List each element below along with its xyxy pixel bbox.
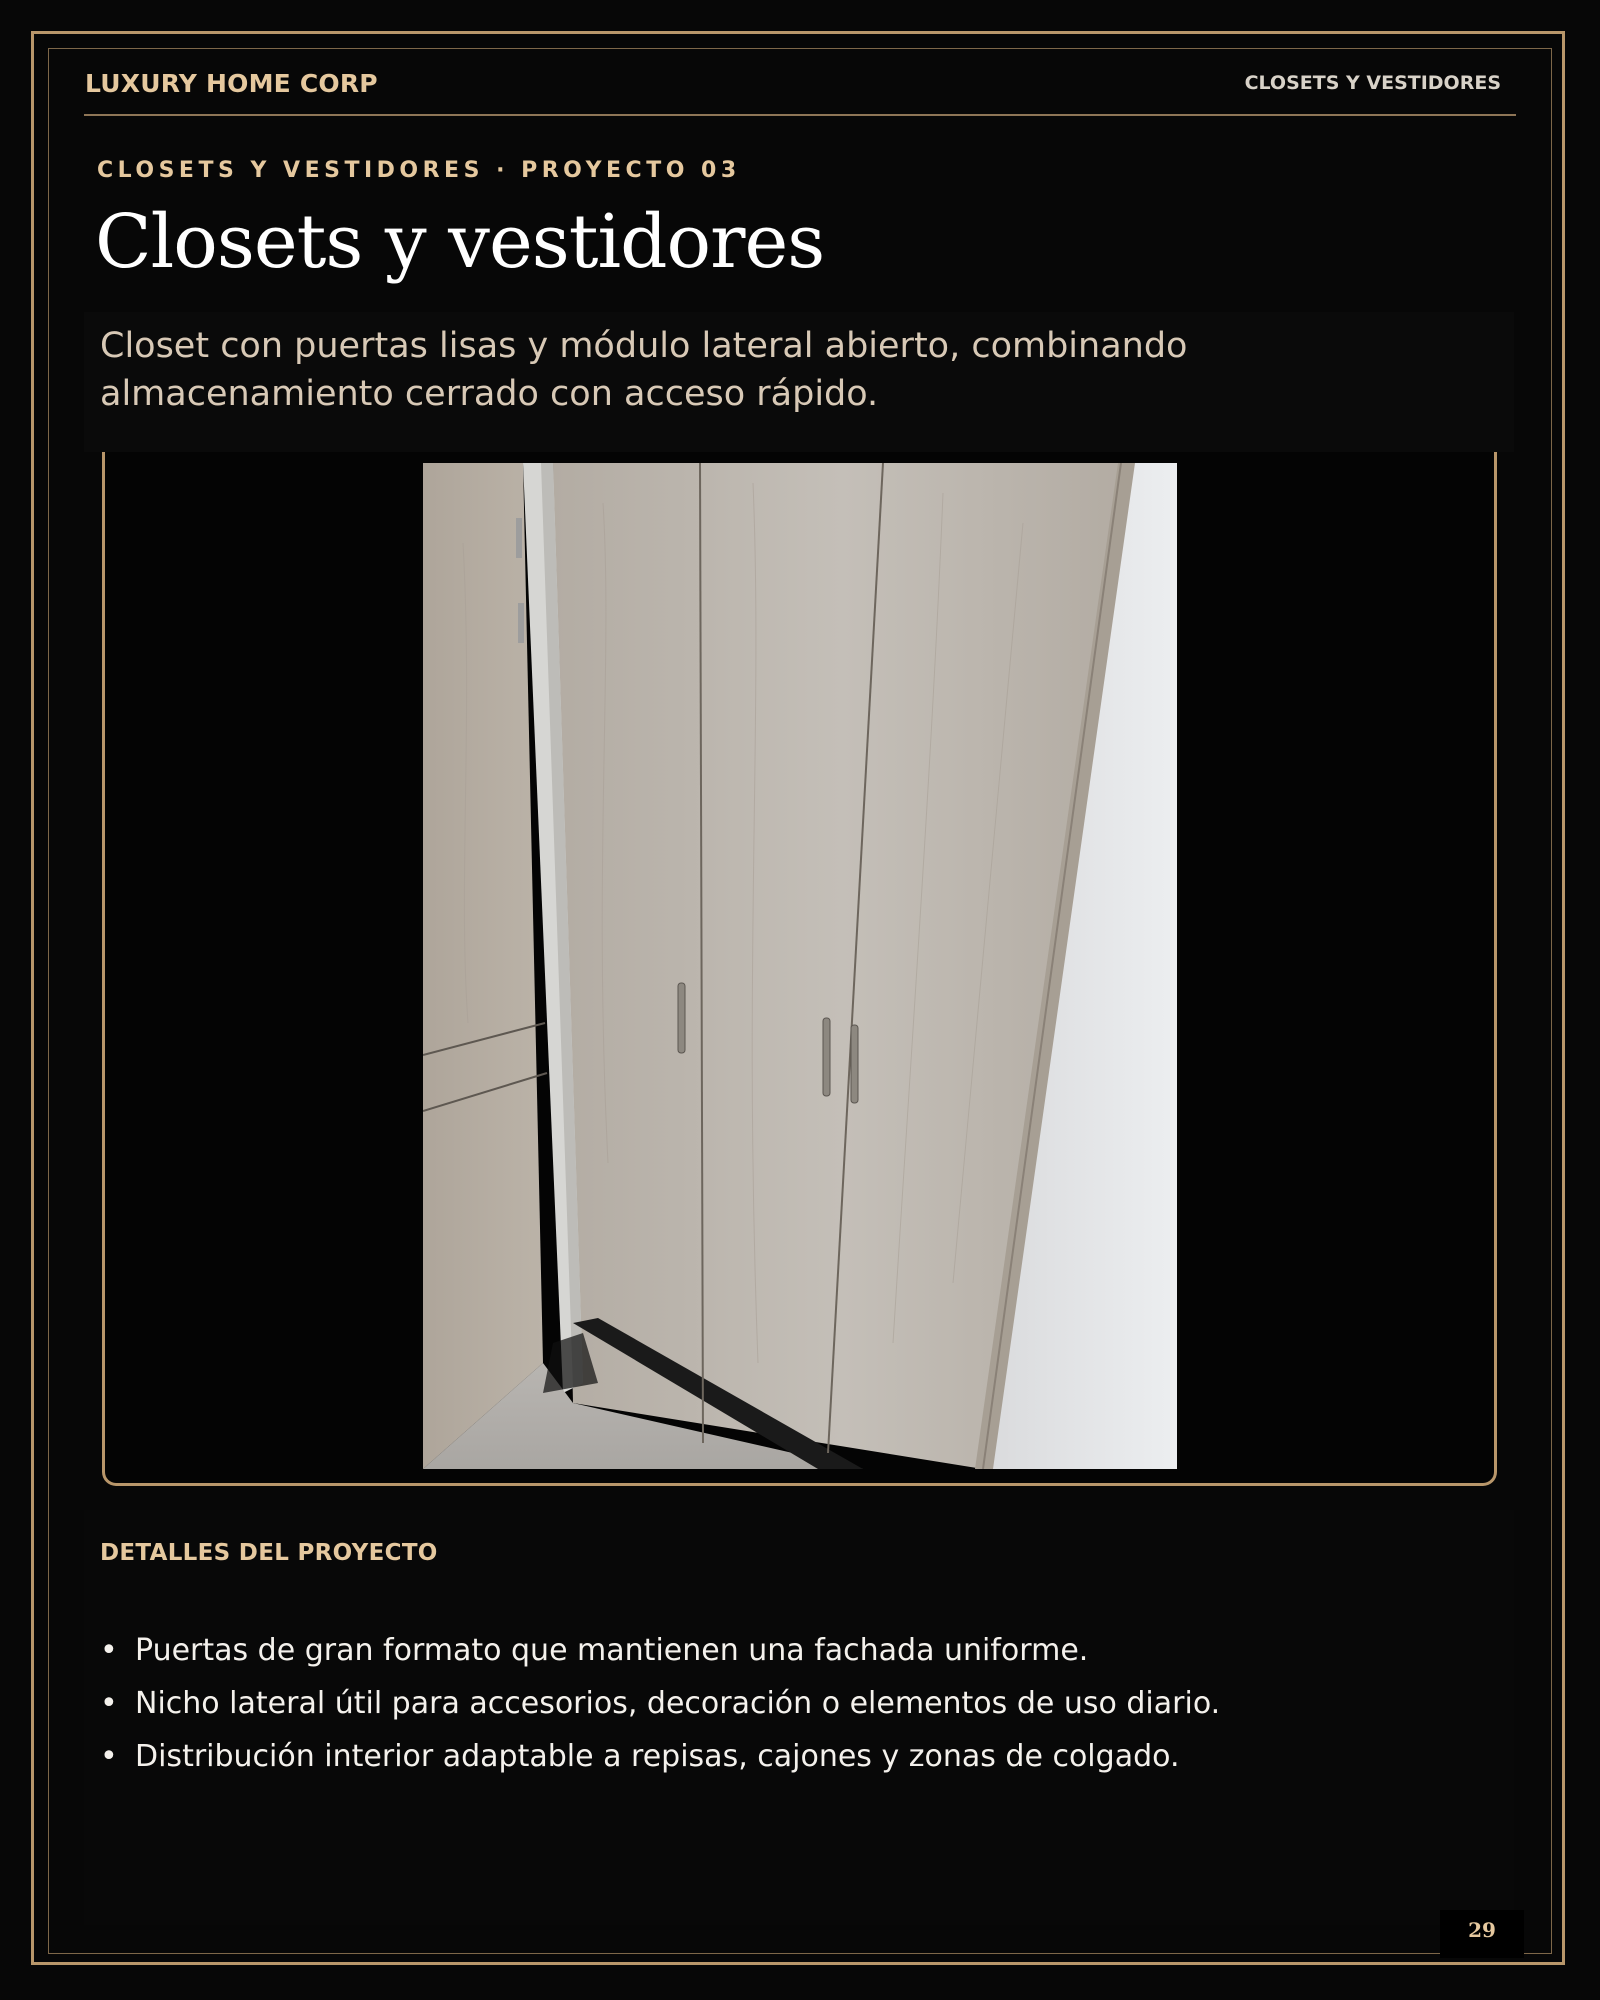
list-item bbox=[100, 1624, 1220, 1677]
list-item-text: Distribución interior adaptable a repisas, cajones y zonas de colgado. bbox=[135, 1739, 1180, 1774]
header-divider bbox=[84, 114, 1516, 116]
list-item-text: Nicho lateral útil para accesorios, decoración o elementos de uso diario. bbox=[135, 1686, 1221, 1721]
header-section-name: CLOSETS Y VESTIDORES bbox=[1244, 72, 1501, 94]
page-number: 29 bbox=[1468, 1918, 1496, 1942]
list-item bbox=[100, 1677, 1220, 1730]
project-eyebrow: CLOSETS Y VESTIDORES · PROYECTO 03 bbox=[97, 158, 741, 183]
page-subtitle: Closet con puertas lisas y módulo lateral abierto, combinando almacenamiento cerrado con acceso rápido. bbox=[100, 326, 1188, 414]
bullet-icon: • bbox=[100, 1739, 118, 1774]
list-item-text: Puertas de gran formato que mantienen una fachada uniforme. bbox=[135, 1633, 1089, 1668]
bullet-icon: • bbox=[100, 1633, 118, 1668]
details-list bbox=[100, 1624, 1220, 1783]
page-header bbox=[85, 62, 1515, 104]
list-item bbox=[100, 1730, 1220, 1783]
bullet-icon: • bbox=[100, 1686, 118, 1721]
details-heading: DETALLES DEL PROYECTO bbox=[100, 1540, 438, 1566]
closet-photo bbox=[423, 463, 1177, 1469]
brand-name: LUXURY HOME CORP bbox=[85, 68, 378, 98]
page-title: Closets y vestidores bbox=[95, 199, 825, 285]
